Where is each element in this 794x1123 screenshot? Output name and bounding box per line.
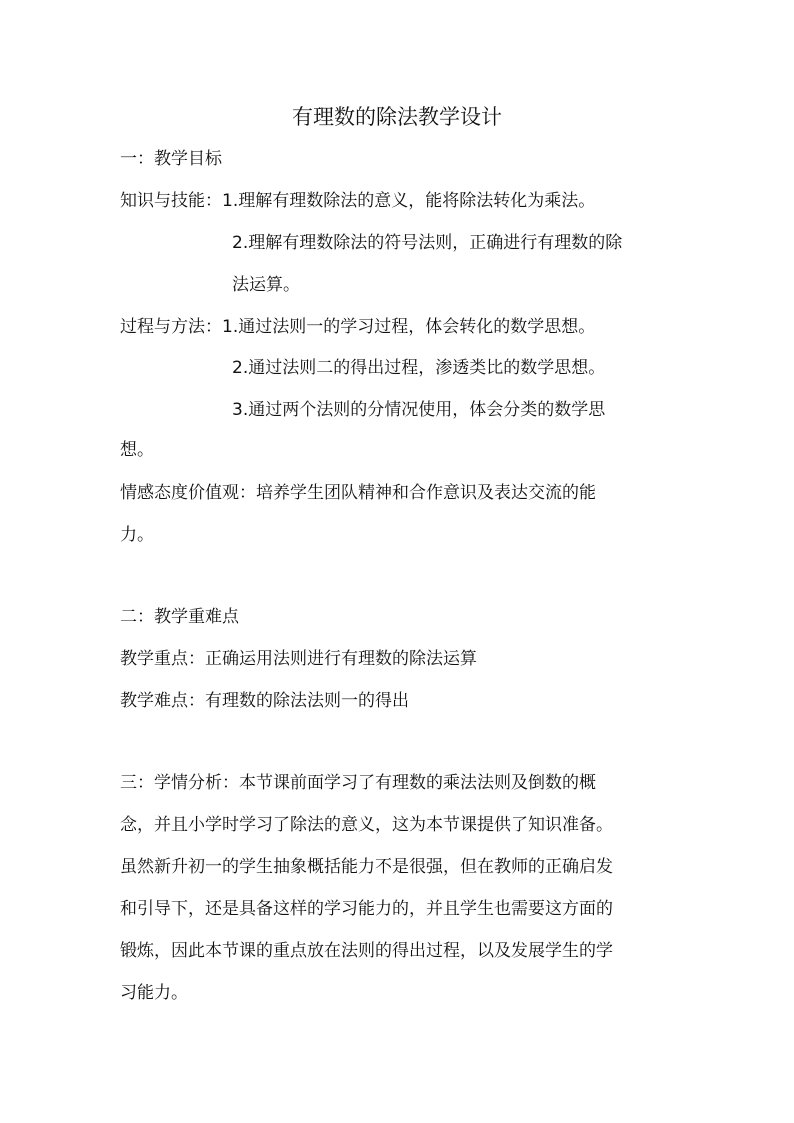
knowledge-skills-line-3: 法运算。 [232,275,300,295]
student-analysis-line-4: 和引导下，还是具备这样的学习能力的，并且学生也需要这方面的 [120,899,613,919]
process-method-line-1: 过程与方法：1.通过法则一的学习过程，体会转化的数学思想。 [120,317,596,337]
key-point-line: 教学重点：正确运用法则进行有理数的除法运算 [120,649,477,669]
student-analysis-line-2: 念，并且小学时学习了除法的意义，这为本节课提供了知识准备。 [120,815,613,835]
student-analysis-line-5: 锻炼，因此本节课的重点放在法则的得出过程，以及发展学生的学 [120,941,613,961]
knowledge-skills-line-1: 知识与技能：1.理解有理数除法的意义，能将除法转化为乘法。 [120,191,596,211]
process-method-line-2: 2.通过法则二的得出过程，渗透类比的数学思想。 [232,358,606,378]
student-analysis-line-1: 三：学情分析：本节课前面学习了有理数的乘法法则及倒数的概 [120,773,596,793]
knowledge-skills-line-2: 2.理解有理数除法的符号法则，正确进行有理数的除 [232,233,623,253]
student-analysis-line-6: 习能力。 [120,983,188,1003]
process-method-line-4: 想。 [120,440,154,460]
emotion-values-line-2: 力。 [120,525,154,545]
section-heading-key-difficult: 二：教学重难点 [120,607,239,627]
section-heading-objectives: 一：教学目标 [120,149,222,169]
process-method-line-3: 3.通过两个法则的分情况使用，体会分类的数学思 [232,400,606,420]
emotion-values-line-1: 情感态度价值观：培养学生团队精神和合作意识及表达交流的能 [120,483,596,503]
difficulty-line: 教学难点：有理数的除法法则一的得出 [120,691,409,711]
student-analysis-line-3: 虽然新升初一的学生抽象概括能力不是很强，但在教师的正确启发 [120,857,613,877]
document-title: 有理数的除法教学设计 [292,105,502,129]
